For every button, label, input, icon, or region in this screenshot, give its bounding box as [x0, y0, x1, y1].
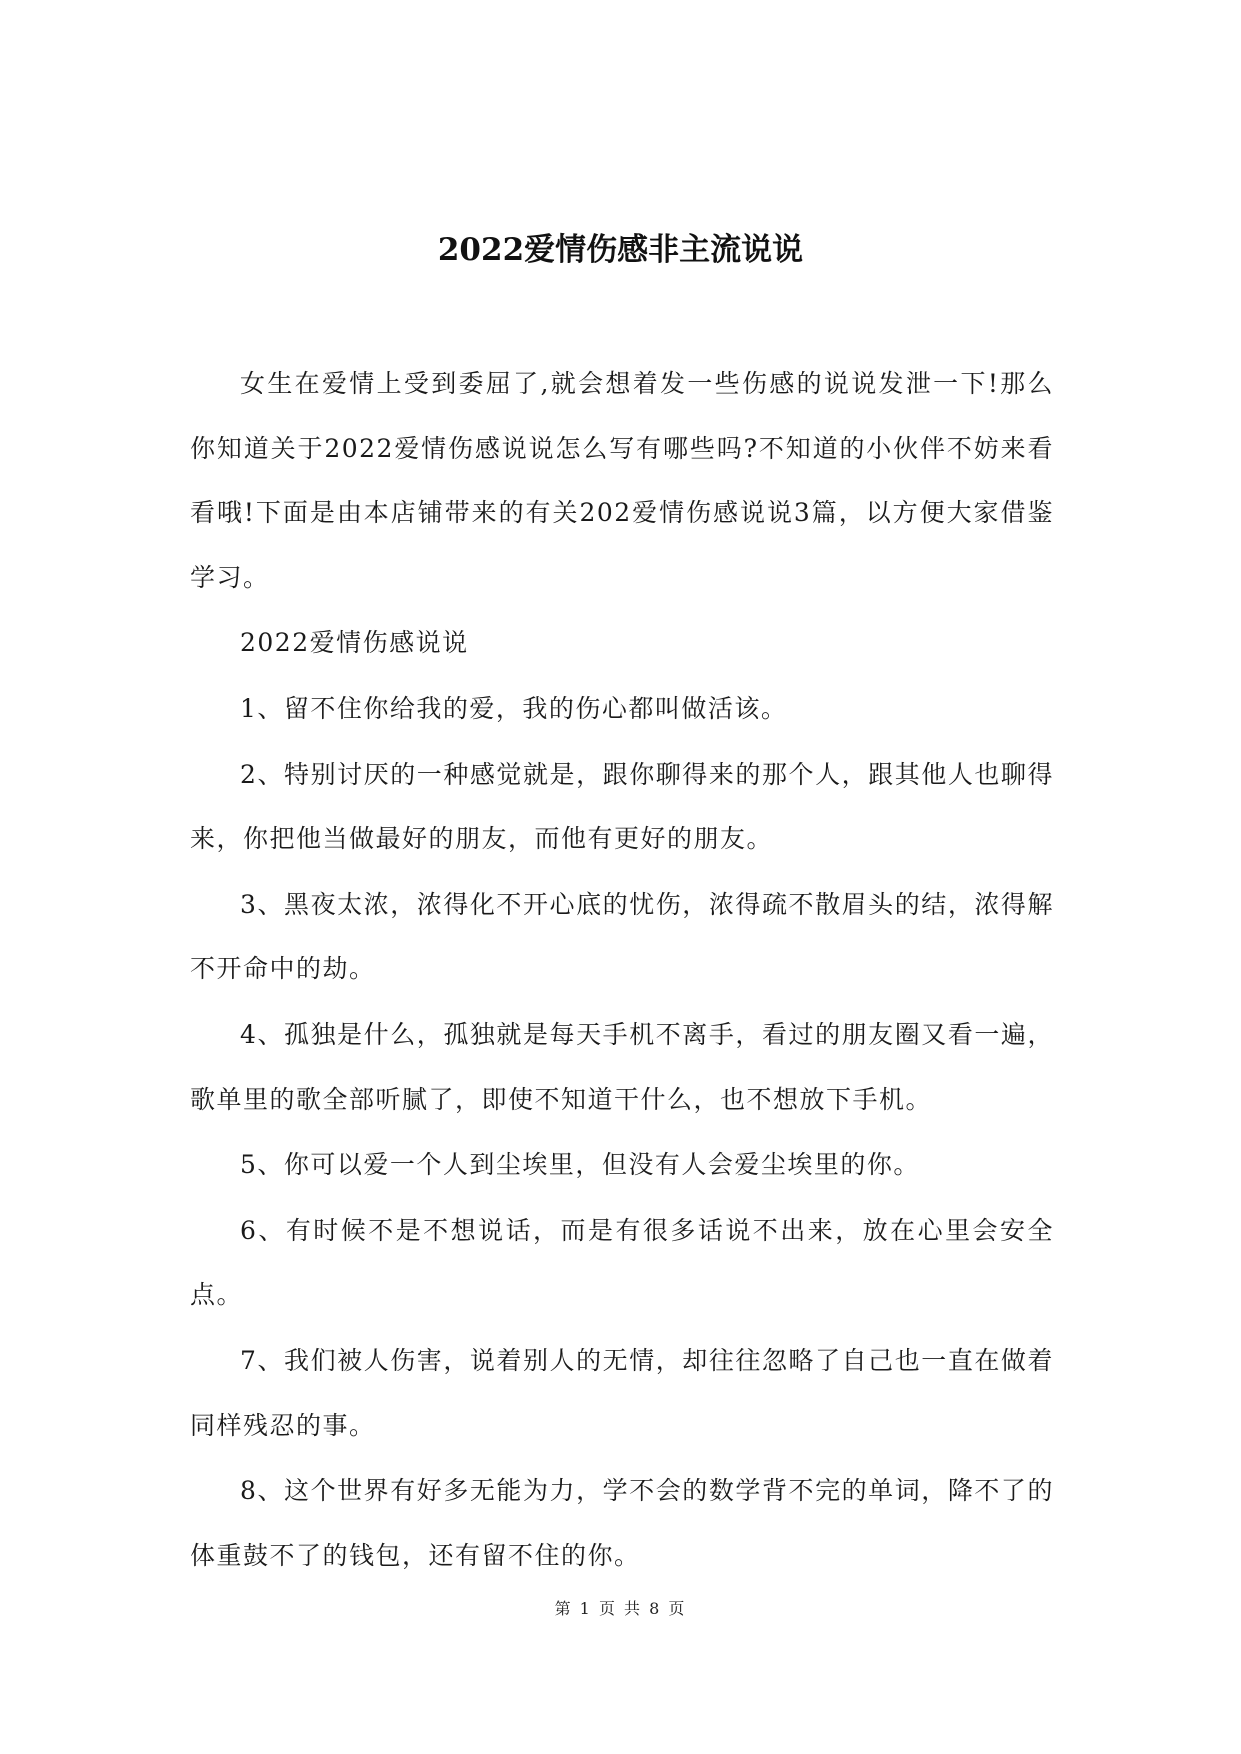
- list-item: 6、有时候不是不想说话，而是有很多话说不出来，放在心里会安全点。: [190, 1215, 1054, 1310]
- list-item: 7、我们被人伤害，说着别人的无情，却往往忽略了自己也一直在做着同样残忍的事。: [190, 1345, 1054, 1440]
- intro-paragraph: 女生在爱情上受到委屈了,就会想着发一些伤感的说说发泄一下!那么你知道关于2022爱情伤感说说怎么写有哪些吗?不知道的小伙伴不妨来看看哦!下面是由本店铺带来的有关202爱情伤感说说3篇，以方便大家借鉴学习。: [190, 369, 1054, 592]
- list-item: 8、这个世界有好多无能为力，学不会的数学背不完的单词，降不了的体重鼓不了的钱包，还有留不住的你。: [190, 1476, 1054, 1570]
- list-item: 5、你可以爱一个人到尘埃里，但没有人会爱尘埃里的你。: [240, 1150, 920, 1180]
- list-item: 3、黑夜太浓，浓得化不开心底的忧伤，浓得疏不散眉头的结，浓得解不开命中的劫。: [190, 889, 1054, 984]
- section-heading: 2022爱情伤感说说: [240, 628, 469, 658]
- page-footer: 第 1 页 共 8 页: [554, 1599, 687, 1618]
- list-item: 2、特别讨厌的一种感觉就是，跟你聊得来的那个人，跟其他人也聊得来，你把他当做最好的朋友，而他有更好的朋友。: [190, 759, 1054, 854]
- document-title: 2022爱情伤感非主流说说: [437, 232, 804, 268]
- list-item: 4、孤独是什么，孤独就是每天手机不离手，看过的朋友圈又看一遍，歌单里的歌全部听腻了，即使不知道干什么，也不想放下手机。: [190, 1019, 1054, 1114]
- document-body: [190, 352, 1054, 1589]
- list-item: 1、留不住你给我的爱，我的伤心都叫做活该。: [240, 693, 788, 723]
